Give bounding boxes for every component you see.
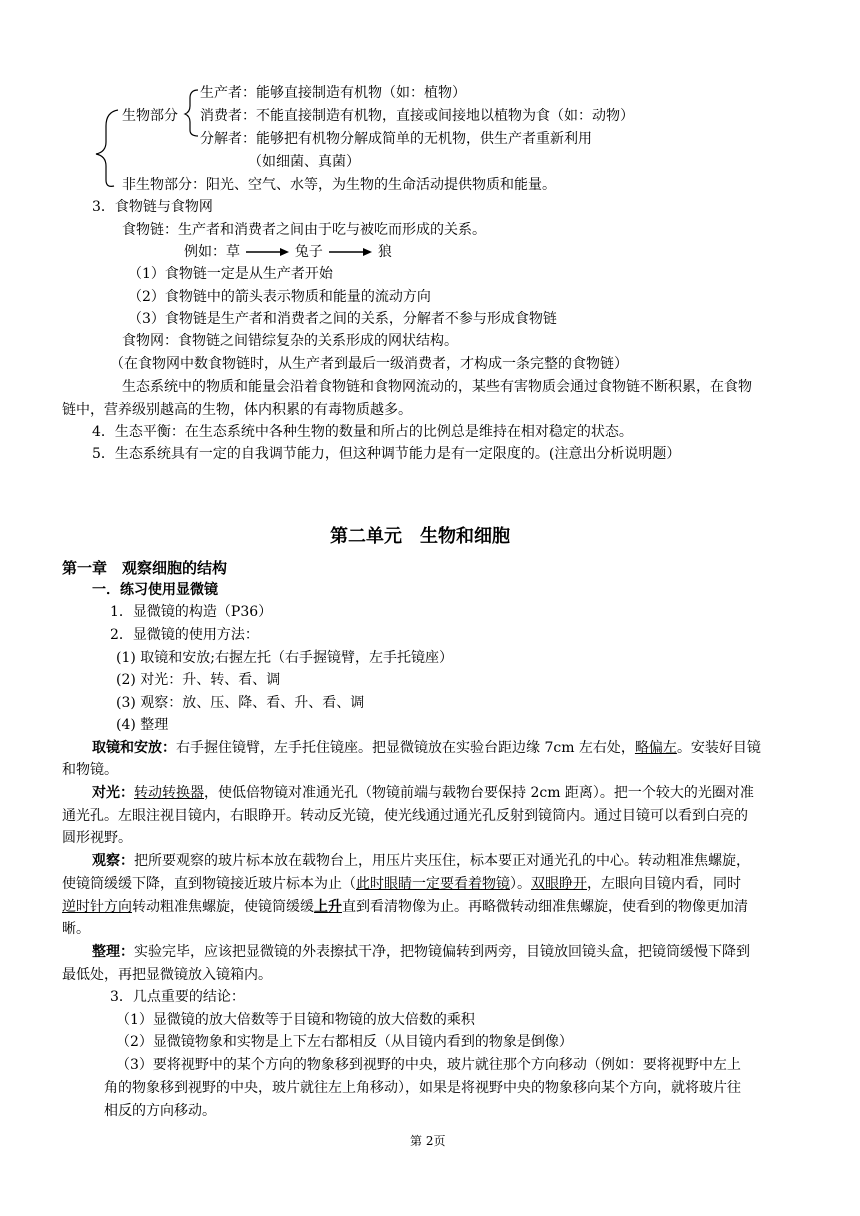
tree-decomposer: 分解者：能够把有机物分解成简单的无机物，供生产者重新利用 — [200, 131, 592, 147]
usage-step-3: (3) 观察：放、压、降、看、升、看、调 — [116, 695, 365, 711]
conclusion-2: （2）显微镜物象和实物是上下左右都相反（从目镜内看到的物象是倒像） — [116, 1034, 573, 1050]
observe-paragraph-line3 — [62, 896, 748, 918]
example-mid: 兔子 — [294, 244, 323, 260]
flow-paragraph-line2: 链中，营养级别越高的生物，体内积累的有毒物质越多。 — [62, 402, 412, 418]
observe-l3-underline: 逆时针方向 — [62, 899, 132, 915]
observe-paragraph-line2 — [62, 873, 741, 895]
observe-text: 把所要观察的玻片标本放在载物台上，用压片夹压住，标本要正对通光孔的中心。转动粗准焦螺旋， — [134, 853, 750, 869]
tree-bio-label: 生物部分 — [122, 108, 178, 124]
take-paragraph-line1 — [92, 737, 761, 759]
take-paragraph-line2: 和物镜。 — [62, 762, 118, 778]
microscope-usage: 2．显微镜的使用方法： — [110, 627, 259, 643]
tree-producer: 生产者：能够直接制造有机物（如：植物） — [200, 85, 466, 101]
tidy-paragraph-line1 — [92, 941, 750, 963]
conclusion-3-line2: 角的物象移到视野的中央，玻片就往左上角移动），如果是将视野中央的物象移向某个方向，就将玻片往 — [104, 1080, 741, 1096]
conclusions-heading: 3．几点重要的结论： — [110, 989, 245, 1005]
observe-l2c: ，左眼向目镜内看，同时 — [587, 876, 741, 892]
take-text-end: 。安装好目镜 — [676, 740, 761, 756]
observe-l3a: 转动粗准焦螺旋，使镜筒缓缓 — [132, 899, 314, 915]
arrow-right-icon — [244, 247, 290, 257]
example-prefix: 例如：草 — [184, 244, 240, 260]
flow-paragraph-line1: 生态系统中的物质和能量会沿着食物链和食物网流动的，某些有害物质会通过食物链不断积累，在食物 — [122, 379, 752, 395]
tidy-label: 整理： — [92, 944, 134, 960]
light-underline: 转动转换器 — [134, 785, 204, 801]
take-label: 取镜和安放： — [92, 740, 176, 756]
observe-l2b: ）。 — [510, 876, 531, 892]
page-number: 第 2页 — [410, 1134, 446, 1148]
chain-point-3: （3）食物链是生产者和消费者之间的关系，分解者不参与形成食物链 — [128, 311, 557, 327]
observe-l3b: 直到看清物像为止。再略微转动细准焦螺旋，使看到的物像更加清 — [342, 899, 748, 915]
tidy-paragraph-line2: 最低处，再把显微镜放入镜箱内。 — [62, 967, 272, 983]
chain-point-2: （2）食物链中的箭头表示物质和能量的流动方向 — [128, 289, 431, 305]
observe-l2-underline: 此时眼睛一定要看着物镜 — [356, 876, 510, 892]
observe-l2a: 使镜筒缓缓下降，直到物镜接近玻片标本为止（ — [62, 876, 356, 892]
observe-paragraph-line4: 晰。 — [62, 921, 90, 937]
observe-paragraph-line1 — [92, 850, 750, 872]
microscope-structure: 1．显微镜的构造（P36） — [110, 604, 273, 620]
chapter-title: 第一章 观察细胞的结构 — [62, 559, 228, 577]
observe-label: 观察： — [92, 853, 134, 869]
tree-nonbio: 非生物部分：阳光、空气、水等，为生物的生命活动提供物质和能量。 — [122, 177, 556, 193]
light-paragraph-line1 — [92, 782, 754, 804]
tidy-text: 实验完毕，应该把显微镜的外表擦拭干净，把物镜偏转到两旁，目镜放回镜头盒，把镜筒缓慢下降到 — [134, 944, 750, 960]
outer-brace — [92, 82, 122, 192]
usage-step-2: (2) 对光：升、转、看、调 — [116, 672, 281, 688]
conclusion-3-line3: 相反的方向移动。 — [104, 1103, 216, 1119]
light-paragraph-line2: 通光孔。左眼注视目镜内，右眼睁开。转动反光镜，使光线通过通光孔反射到镜筒内。通过目镜可以看到白亮的 — [62, 808, 748, 824]
food-chain-example — [184, 241, 392, 263]
tree-consumer: 消费者：不能直接制造有机物，直接或间接地以植物为食（如：动物） — [200, 108, 634, 124]
observe-l2-underline2: 双眼睁开 — [531, 876, 587, 892]
section-5: 5．生态系统具有一定的自我调节能力，但这种调节能力是有一定限度的。(注意出分析说明题） — [92, 446, 681, 462]
section-3-heading: 3．食物链与食物网 — [92, 199, 213, 215]
example-end: 狼 — [377, 244, 392, 260]
food-web-definition: 食物网：食物链之间错综复杂的关系形成的网状结构。 — [122, 333, 458, 349]
conclusion-1: （1）显微镜的放大倍数等于目镜和物镜的放大倍数的乘积 — [116, 1012, 475, 1028]
take-text: 右手握住镜臂，左手托住镜座。把显微镜放在实验台距边缘 7cm 左右处， — [176, 740, 635, 756]
light-paragraph-line3: 圆形视野。 — [62, 830, 132, 846]
food-web-note: （在食物网中数食物链时，从生产者到最后一级消费者，才构成一条完整的食物链） — [110, 356, 628, 372]
unit-title: 第二单元 生物和细胞 — [330, 526, 510, 547]
light-text: ，使低倍物镜对准通光孔（物镜前端与载物台要保持 2cm 距离）。把一个较大的光圈对准 — [204, 785, 754, 801]
food-chain-definition: 食物链：生产者和消费者之间由于吃与被吃而形成的关系。 — [122, 222, 486, 238]
light-label: 对光： — [92, 785, 134, 801]
section-4: 4．生态平衡：在生态系统中各种生物的数量和所占的比例总是维持在相对稳定的状态。 — [92, 424, 633, 440]
conclusion-3-line1: （3）要将视野中的某个方向的物象移到视野的中央，玻片就往那个方向移动（例如：要将视野中左上 — [116, 1057, 741, 1073]
arrow-right-icon — [327, 247, 373, 257]
section-title: 一．练习使用显微镜 — [92, 582, 218, 598]
usage-step-4: (4) 整理 — [116, 717, 169, 733]
take-underline: 略偏左 — [634, 740, 677, 756]
observe-l3-underline2: 上升 — [314, 899, 342, 915]
chain-point-1: （1）食物链一定是从生产者开始 — [128, 266, 333, 282]
tree-decomposer-example: （如细菌、真菌） — [248, 154, 360, 170]
usage-step-1: (1) 取镜和安放;右握左托（右手握镜臂，左手托镜座） — [116, 650, 453, 666]
